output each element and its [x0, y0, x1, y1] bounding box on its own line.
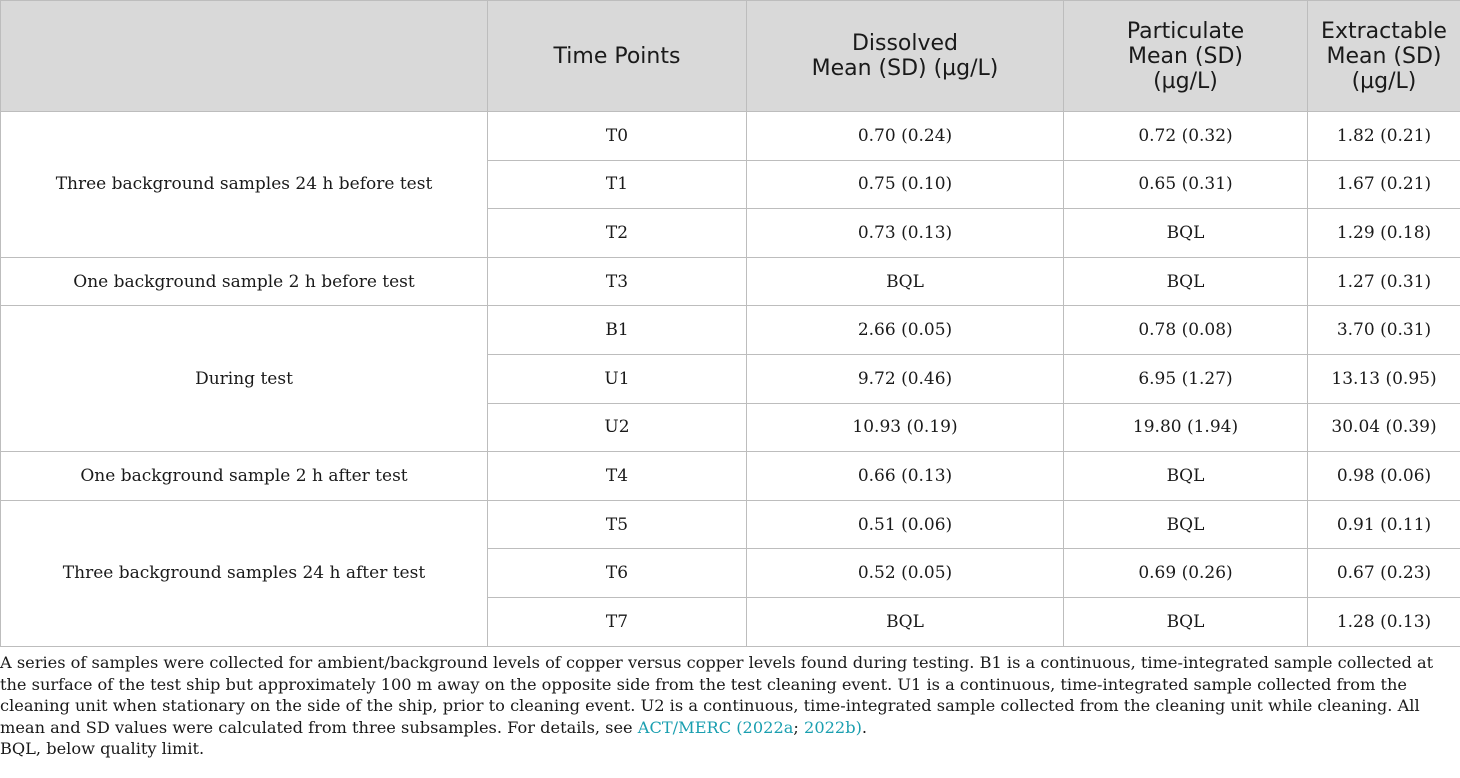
header-extractable: Extractable Mean (SD) (µg/L)	[1308, 1, 1460, 112]
time-point-cell: T7	[488, 597, 747, 646]
particulate-cell: BQL	[1064, 452, 1308, 501]
table-row	[1, 306, 1460, 355]
table-row	[1, 500, 1460, 549]
particulate-cell: 0.65 (0.31)	[1064, 160, 1308, 209]
footnote-description: A series of samples were collected for ambient/background levels of copper versus copper levels found during testing. B1 is a continuous, time-integrated sample collected at the surface of the test ship but approximately 100 m away on the opposite side from the test cleaning event. U1 is a continuous, time-integrated sample collected from the cleaning unit when stationary on the side of the ship, prior to cleaning event. U2 is a continuous, time-integrated sample collected from the cleaning unit while cleaning. All mean and SD values were calculated from three subsamples. For details, see ACT/MERC (2022a; 2022b).	[0, 653, 1434, 737]
time-point-cell: T4	[488, 452, 747, 501]
time-point-cell: U1	[488, 354, 747, 403]
extractable-cell: 1.29 (0.18)	[1308, 209, 1460, 258]
group-label: One background sample 2 h after test	[1, 452, 488, 501]
table-row	[1, 112, 1460, 161]
time-point-cell: T3	[488, 257, 747, 306]
table-footnotes	[0, 652, 1456, 760]
time-point-cell: T2	[488, 209, 747, 258]
dissolved-cell: 9.72 (0.46)	[747, 354, 1064, 403]
particulate-cell: BQL	[1064, 500, 1308, 549]
header-blank	[1, 1, 488, 112]
group-label: Three background samples 24 h after test	[1, 500, 488, 646]
dissolved-cell: 0.75 (0.10)	[747, 160, 1064, 209]
dissolved-cell: 0.66 (0.13)	[747, 452, 1064, 501]
reference-link-2022a[interactable]: ACT/MERC (2022a	[637, 717, 794, 737]
header-dissolved: Dissolved Mean (SD) (µg/L)	[747, 1, 1064, 112]
dissolved-cell: 0.70 (0.24)	[747, 112, 1064, 161]
time-point-cell: T6	[488, 549, 747, 598]
extractable-cell: 1.28 (0.13)	[1308, 597, 1460, 646]
dissolved-cell: BQL	[747, 257, 1064, 306]
group-label: One background sample 2 h before test	[1, 257, 488, 306]
extractable-cell: 3.70 (0.31)	[1308, 306, 1460, 355]
group-label: During test	[1, 306, 488, 452]
extractable-cell: 1.67 (0.21)	[1308, 160, 1460, 209]
extractable-cell: 1.27 (0.31)	[1308, 257, 1460, 306]
dissolved-cell: 2.66 (0.05)	[747, 306, 1064, 355]
particulate-cell: 6.95 (1.27)	[1064, 354, 1308, 403]
particulate-cell: 0.69 (0.26)	[1064, 549, 1308, 598]
extractable-cell: 13.13 (0.95)	[1308, 354, 1460, 403]
particulate-cell: BQL	[1064, 597, 1308, 646]
particulate-cell: 0.78 (0.08)	[1064, 306, 1308, 355]
time-point-cell: T0	[488, 112, 747, 161]
time-point-cell: T5	[488, 500, 747, 549]
dissolved-cell: 0.52 (0.05)	[747, 549, 1064, 598]
particulate-cell: BQL	[1064, 209, 1308, 258]
dissolved-cell: 10.93 (0.19)	[747, 403, 1064, 452]
reference-link-2022b[interactable]: 2022b)	[804, 717, 862, 737]
extractable-cell: 1.82 (0.21)	[1308, 112, 1460, 161]
dissolved-cell: BQL	[747, 597, 1064, 646]
extractable-cell: 30.04 (0.39)	[1308, 403, 1460, 452]
header-row	[1, 1, 1460, 112]
table-row	[1, 257, 1460, 306]
header-time-points: Time Points	[488, 1, 747, 112]
particulate-cell: 19.80 (1.94)	[1064, 403, 1308, 452]
extractable-cell: 0.98 (0.06)	[1308, 452, 1460, 501]
header-particulate: Particulate Mean (SD) (µg/L)	[1064, 1, 1308, 112]
dissolved-cell: 0.73 (0.13)	[747, 209, 1064, 258]
table-row	[1, 452, 1460, 501]
table-body	[1, 112, 1460, 647]
extractable-cell: 0.91 (0.11)	[1308, 500, 1460, 549]
time-point-cell: U2	[488, 403, 747, 452]
particulate-cell: 0.72 (0.32)	[1064, 112, 1308, 161]
time-point-cell: T1	[488, 160, 747, 209]
footnote-abbreviation: BQL, below quality limit.	[0, 739, 205, 758]
time-point-cell: B1	[488, 306, 747, 355]
extractable-cell: 0.67 (0.23)	[1308, 549, 1460, 598]
dissolved-cell: 0.51 (0.06)	[747, 500, 1064, 549]
group-label: Three background samples 24 h before test	[1, 112, 488, 258]
particulate-cell: BQL	[1064, 257, 1308, 306]
